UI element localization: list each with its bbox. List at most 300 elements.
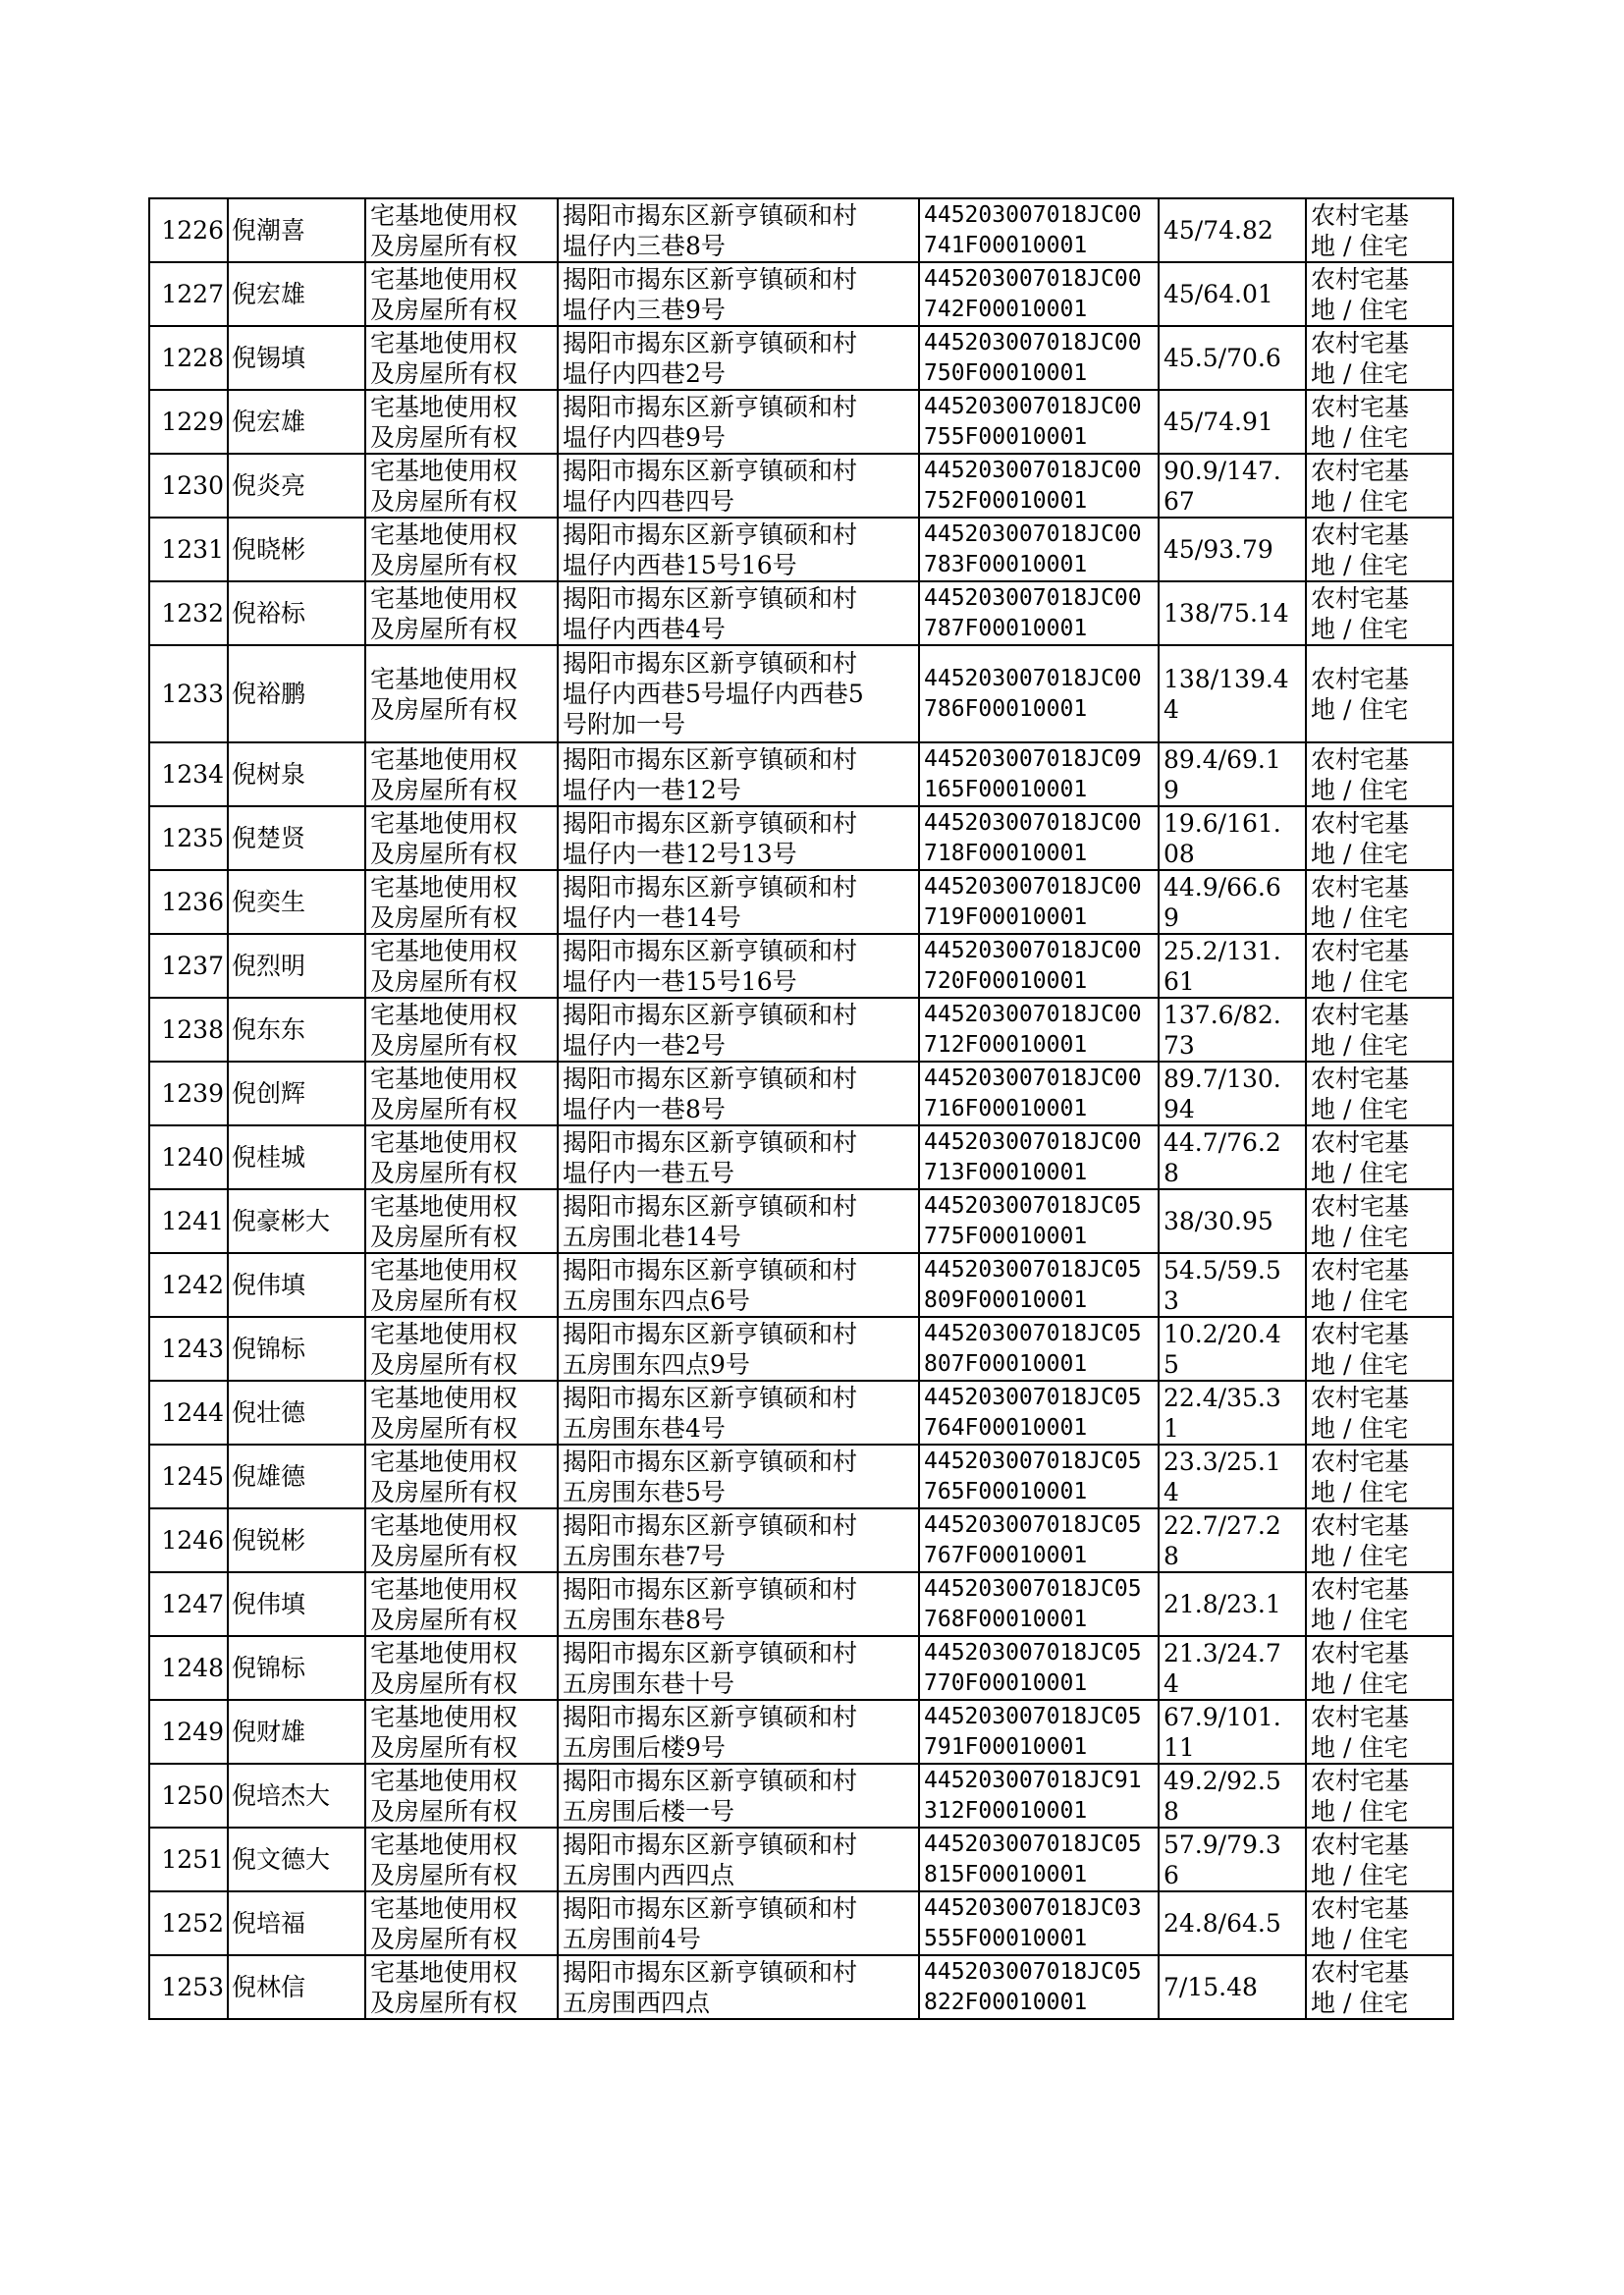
cell-owner-name: 倪炎亮: [228, 454, 365, 518]
cell-right-type: [365, 1636, 558, 1700]
cell-land-use-line: 农村宅基: [1311, 456, 1410, 485]
cell-address-line: 揭阳市揭东区新亨镇硕和村: [563, 1510, 858, 1540]
cell-unit-code-line: 809F00010001: [924, 1286, 1088, 1313]
cell-owner-name: 倪雄德: [228, 1445, 365, 1508]
cell-unit-code-line: 445203007018JC00: [924, 201, 1142, 228]
cell-address: [558, 1636, 919, 1700]
cell-unit-code: [919, 454, 1159, 518]
cell-area: [1159, 1572, 1306, 1636]
cell-address-line: 塭仔内一巷12号13号: [563, 839, 797, 868]
cell-area: [1159, 1381, 1306, 1445]
cell-land-use: [1306, 806, 1453, 870]
cell-address: [558, 198, 919, 262]
cell-unit-code-line: 787F00010001: [924, 615, 1088, 641]
cell-address-line: 揭阳市揭东区新亨镇硕和村: [563, 936, 858, 965]
cell-area-line: 19.6/161.: [1164, 808, 1281, 838]
cell-area-line: 67: [1164, 486, 1195, 516]
table-row: [149, 806, 1453, 870]
table-row: [149, 1700, 1453, 1764]
cell-unit-code-line: 719F00010001: [924, 903, 1088, 930]
cell-unit-code: [919, 1317, 1159, 1381]
cell-unit-code-line: 764F00010001: [924, 1414, 1088, 1441]
cell-area: [1159, 998, 1306, 1062]
cell-address: [558, 1381, 919, 1445]
cell-land-use-line: 农村宅基: [1311, 519, 1410, 549]
cell-land-use-line: 地 / 住宅: [1311, 1541, 1409, 1570]
cell-land-use-line: 地 / 住宅: [1311, 1413, 1409, 1443]
cell-land-use: [1306, 998, 1453, 1062]
cell-area: [1159, 326, 1306, 390]
cell-area-line: 3: [1164, 1285, 1179, 1315]
cell-address: [558, 870, 919, 934]
cell-area-line: 45/93.79: [1164, 535, 1273, 564]
cell-land-use-line: 地 / 住宅: [1311, 966, 1409, 996]
cell-right-type-line: 宅基地使用权: [370, 1574, 518, 1604]
cell-unit-code-line: 755F00010001: [924, 423, 1088, 450]
cell-unit-code: [919, 1381, 1159, 1445]
cell-land-use: [1306, 1445, 1453, 1508]
cell-land-use-line: 农村宅基: [1311, 200, 1410, 230]
cell-land-use-line: 农村宅基: [1311, 1064, 1410, 1093]
cell-right-type-line: 及房屋所有权: [370, 486, 518, 516]
cell-land-use: [1306, 1125, 1453, 1189]
cell-unit-code-line: 752F00010001: [924, 487, 1088, 514]
cell-land-use-line: 农村宅基: [1311, 1574, 1410, 1604]
cell-address-line: 塭仔内西巷15号16号: [563, 550, 797, 579]
cell-address: [558, 1955, 919, 2019]
cell-unit-code-line: 767F00010001: [924, 1542, 1088, 1568]
cell-area-line: 24.8/64.5: [1164, 1909, 1281, 1938]
cell-area-line: 67.9/101.: [1164, 1702, 1281, 1731]
cell-area: [1159, 1955, 1306, 2019]
cell-land-use-line: 地 / 住宅: [1311, 1668, 1409, 1698]
registry-table: [148, 197, 1454, 2020]
cell-area-line: 7/15.48: [1164, 1973, 1258, 2001]
cell-address-line: 五房围北巷14号: [563, 1222, 741, 1251]
cell-address-line: 揭阳市揭东区新亨镇硕和村: [563, 1000, 858, 1029]
cell-address: [558, 1891, 919, 1955]
cell-area-line: 10.2/20.4: [1164, 1319, 1281, 1348]
cell-land-use-line: 农村宅基: [1311, 744, 1410, 774]
cell-address-line: 塭仔内一巷15号16号: [563, 966, 797, 996]
table-row: [149, 326, 1453, 390]
cell-address: [558, 806, 919, 870]
cell-address: [558, 1764, 919, 1828]
cell-owner-name: 倪培杰大: [228, 1764, 365, 1828]
cell-address-line: 揭阳市揭东区新亨镇硕和村: [563, 264, 858, 294]
cell-land-use-line: 农村宅基: [1311, 328, 1410, 357]
cell-area-line: 137.6/82.: [1164, 1000, 1281, 1029]
cell-unit-code: [919, 390, 1159, 454]
cell-right-type-line: 及房屋所有权: [370, 966, 518, 996]
cell-number: 1236: [149, 870, 228, 934]
cell-right-type-line: 及房屋所有权: [370, 1668, 518, 1698]
cell-right-type: [365, 390, 558, 454]
cell-unit-code-line: 445203007018JC00: [924, 520, 1142, 547]
cell-land-use-line: 农村宅基: [1311, 1255, 1410, 1284]
cell-area-line: 22.4/35.3: [1164, 1383, 1281, 1412]
cell-right-type-line: 宅基地使用权: [370, 808, 518, 838]
cell-right-type-line: 宅基地使用权: [370, 328, 518, 357]
cell-right-type: [365, 1955, 558, 2019]
table-row: [149, 1317, 1453, 1381]
cell-owner-name: 倪锦标: [228, 1317, 365, 1381]
cell-number: 1230: [149, 454, 228, 518]
cell-area: [1159, 1891, 1306, 1955]
cell-address-line: 揭阳市揭东区新亨镇硕和村: [563, 1255, 858, 1284]
cell-land-use: [1306, 1636, 1453, 1700]
cell-unit-code: [919, 998, 1159, 1062]
cell-right-type-line: 宅基地使用权: [370, 1319, 518, 1348]
cell-address-line: 揭阳市揭东区新亨镇硕和村: [563, 1319, 858, 1348]
cell-right-type-line: 宅基地使用权: [370, 583, 518, 613]
table-row: [149, 262, 1453, 326]
cell-right-type: [365, 645, 558, 742]
cell-address: [558, 1125, 919, 1189]
cell-right-type-line: 及房屋所有权: [370, 902, 518, 932]
cell-land-use-line: 农村宅基: [1311, 392, 1410, 421]
cell-land-use-line: 地 / 住宅: [1311, 902, 1409, 932]
cell-unit-code: [919, 518, 1159, 581]
cell-land-use: [1306, 1062, 1453, 1125]
cell-area-line: 138/139.4: [1164, 664, 1289, 693]
cell-address-line: 五房围内西四点: [563, 1860, 735, 1889]
cell-unit-code-line: 165F00010001: [924, 776, 1088, 802]
cell-unit-code: [919, 262, 1159, 326]
cell-unit-code: [919, 1764, 1159, 1828]
cell-unit-code: [919, 645, 1159, 742]
cell-owner-name: 倪潮喜: [228, 198, 365, 262]
cell-number: 1231: [149, 518, 228, 581]
cell-number: 1233: [149, 645, 228, 742]
cell-unit-code-line: 768F00010001: [924, 1606, 1088, 1632]
cell-owner-name: 倪桂城: [228, 1125, 365, 1189]
cell-area-line: 8: [1164, 1541, 1179, 1570]
cell-land-use-line: 农村宅基: [1311, 936, 1410, 965]
cell-land-use: [1306, 1700, 1453, 1764]
cell-unit-code-line: 445203007018JC00: [924, 873, 1142, 900]
cell-right-type-line: 及房屋所有权: [370, 295, 518, 324]
cell-unit-code: [919, 1125, 1159, 1189]
cell-address-line: 塭仔内西巷4号: [563, 614, 726, 643]
cell-owner-name: 倪豪彬大: [228, 1189, 365, 1253]
cell-unit-code-line: 713F00010001: [924, 1159, 1088, 1185]
cell-owner-name: 倪树泉: [228, 742, 365, 806]
cell-land-use-line: 农村宅基: [1311, 1191, 1410, 1221]
cell-number: 1228: [149, 326, 228, 390]
cell-address: [558, 1700, 919, 1764]
cell-land-use: [1306, 198, 1453, 262]
cell-address-line: 揭阳市揭东区新亨镇硕和村: [563, 392, 858, 421]
cell-area-line: 21.3/24.7: [1164, 1638, 1281, 1667]
cell-address-line: 揭阳市揭东区新亨镇硕和村: [563, 1064, 858, 1093]
cell-right-type: [365, 1828, 558, 1891]
cell-land-use-line: 地 / 住宅: [1311, 1924, 1409, 1953]
cell-unit-code-line: 775F00010001: [924, 1223, 1088, 1249]
cell-area-line: 5: [1164, 1349, 1179, 1379]
cell-right-type-line: 宅基地使用权: [370, 1510, 518, 1540]
cell-right-type: [365, 742, 558, 806]
cell-area: [1159, 1445, 1306, 1508]
cell-right-type-line: 及房屋所有权: [370, 839, 518, 868]
cell-area: [1159, 390, 1306, 454]
cell-land-use: [1306, 581, 1453, 645]
table-row: [149, 1062, 1453, 1125]
cell-number: 1235: [149, 806, 228, 870]
cell-right-type: [365, 1189, 558, 1253]
cell-unit-code-line: 815F00010001: [924, 1861, 1088, 1887]
cell-right-type: [365, 998, 558, 1062]
cell-address-line: 揭阳市揭东区新亨镇硕和村: [563, 649, 858, 678]
cell-right-type-line: 宅基地使用权: [370, 519, 518, 549]
cell-land-use-line: 地 / 住宅: [1311, 358, 1409, 388]
cell-address-line: 五房围东四点6号: [563, 1285, 750, 1315]
cell-unit-code-line: 712F00010001: [924, 1031, 1088, 1058]
cell-address-line: 揭阳市揭东区新亨镇硕和村: [563, 328, 858, 357]
cell-land-use-line: 农村宅基: [1311, 264, 1410, 294]
cell-land-use-line: 农村宅基: [1311, 1447, 1410, 1476]
cell-land-use-line: 农村宅基: [1311, 1000, 1410, 1029]
cell-address-line: 揭阳市揭东区新亨镇硕和村: [563, 1447, 858, 1476]
cell-area-line: 8: [1164, 1796, 1179, 1826]
cell-land-use-line: 地 / 住宅: [1311, 1222, 1409, 1251]
cell-address: [558, 998, 919, 1062]
cell-land-use-line: 地 / 住宅: [1311, 1796, 1409, 1826]
cell-land-use-line: 地 / 住宅: [1311, 1158, 1409, 1187]
cell-land-use-line: 农村宅基: [1311, 1830, 1410, 1859]
cell-area: [1159, 934, 1306, 998]
cell-address: [558, 518, 919, 581]
cell-owner-name: 倪创辉: [228, 1062, 365, 1125]
cell-unit-code: [919, 1508, 1159, 1572]
cell-area-line: 4: [1164, 1668, 1179, 1698]
cell-right-type-line: 宅基地使用权: [370, 200, 518, 230]
cell-right-type-line: 及房屋所有权: [370, 1860, 518, 1889]
cell-owner-name: 倪林信: [228, 1955, 365, 2019]
cell-address: [558, 1062, 919, 1125]
cell-unit-code-line: 445203007018JC03: [924, 1894, 1142, 1921]
table-row: [149, 742, 1453, 806]
cell-area: [1159, 518, 1306, 581]
cell-number: 1253: [149, 1955, 228, 2019]
cell-area-line: 11: [1164, 1732, 1195, 1762]
cell-right-type: [365, 806, 558, 870]
cell-land-use-line: 地 / 住宅: [1311, 550, 1409, 579]
cell-area-line: 73: [1164, 1030, 1195, 1060]
cell-right-type-line: 及房屋所有权: [370, 1349, 518, 1379]
cell-land-use: [1306, 1253, 1453, 1317]
cell-address-line: 五房围东巷4号: [563, 1413, 726, 1443]
cell-address-line: 塭仔内一巷14号: [563, 902, 741, 932]
cell-land-use-line: 农村宅基: [1311, 1702, 1410, 1731]
cell-right-type: [365, 1891, 558, 1955]
cell-land-use-line: 地 / 住宅: [1311, 1285, 1409, 1315]
cell-address-line: 塭仔内西巷5号塭仔内西巷5: [563, 680, 864, 708]
table-row: [149, 198, 1453, 262]
cell-address-line: 揭阳市揭东区新亨镇硕和村: [563, 1127, 858, 1157]
cell-area-line: 25.2/131.: [1164, 936, 1281, 965]
cell-address-line: 五房围前4号: [563, 1924, 701, 1953]
cell-unit-code-line: 445203007018JC09: [924, 745, 1142, 772]
cell-land-use: [1306, 870, 1453, 934]
cell-land-use-line: 农村宅基: [1311, 1893, 1410, 1923]
cell-number: 1229: [149, 390, 228, 454]
cell-unit-code-line: 783F00010001: [924, 551, 1088, 577]
cell-right-type-line: 及房屋所有权: [370, 614, 518, 643]
cell-address-line: 揭阳市揭东区新亨镇硕和村: [563, 1191, 858, 1221]
cell-area-line: 38/30.95: [1164, 1207, 1273, 1235]
cell-owner-name: 倪锡填: [228, 326, 365, 390]
cell-unit-code-line: 445203007018JC00: [924, 584, 1142, 611]
cell-area: [1159, 262, 1306, 326]
cell-land-use-line: 地 / 住宅: [1311, 1030, 1409, 1060]
cell-area: [1159, 1062, 1306, 1125]
cell-right-type-line: 及房屋所有权: [370, 1094, 518, 1123]
cell-unit-code-line: 445203007018JC00: [924, 457, 1142, 483]
cell-area-line: 4: [1164, 694, 1179, 724]
cell-owner-name: 倪裕标: [228, 581, 365, 645]
table-row: [149, 581, 1453, 645]
cell-owner-name: 倪锦标: [228, 1636, 365, 1700]
cell-area: [1159, 1253, 1306, 1317]
cell-area: [1159, 645, 1306, 742]
cell-right-type-line: 及房屋所有权: [370, 1413, 518, 1443]
cell-unit-code-line: 741F00010001: [924, 232, 1088, 258]
cell-unit-code-line: 445203007018JC05: [924, 1384, 1142, 1410]
cell-number: 1238: [149, 998, 228, 1062]
cell-number: 1245: [149, 1445, 228, 1508]
cell-land-use-line: 地 / 住宅: [1311, 1477, 1409, 1506]
cell-right-type-line: 及房屋所有权: [370, 550, 518, 579]
cell-address-line: 揭阳市揭东区新亨镇硕和村: [563, 1893, 858, 1923]
cell-right-type-line: 宅基地使用权: [370, 1000, 518, 1029]
cell-right-type-line: 宅基地使用权: [370, 264, 518, 294]
cell-right-type-line: 及房屋所有权: [370, 1732, 518, 1762]
cell-land-use-line: 地 / 住宅: [1311, 295, 1409, 324]
cell-number: 1243: [149, 1317, 228, 1381]
cell-number: 1239: [149, 1062, 228, 1125]
cell-address-line: 塭仔内三巷8号: [563, 231, 726, 260]
cell-right-type: [365, 198, 558, 262]
cell-right-type: [365, 1253, 558, 1317]
cell-unit-code-line: 445203007018JC05: [924, 1958, 1142, 1985]
cell-area: [1159, 1700, 1306, 1764]
cell-land-use-line: 农村宅基: [1311, 1127, 1410, 1157]
cell-unit-code: [919, 934, 1159, 998]
cell-unit-code-line: 750F00010001: [924, 359, 1088, 386]
cell-land-use-line: 地 / 住宅: [1311, 486, 1409, 516]
cell-address-line: 五房围西四点: [563, 1988, 711, 2017]
cell-address-line: 揭阳市揭东区新亨镇硕和村: [563, 872, 858, 902]
cell-area: [1159, 1828, 1306, 1891]
cell-right-type-line: 宅基地使用权: [370, 1766, 518, 1795]
cell-unit-code-line: 445203007018JC00: [924, 1065, 1142, 1091]
cell-land-use: [1306, 326, 1453, 390]
cell-owner-name: 倪锐彬: [228, 1508, 365, 1572]
cell-owner-name: 倪伟填: [228, 1253, 365, 1317]
cell-unit-code: [919, 1636, 1159, 1700]
cell-number: 1234: [149, 742, 228, 806]
cell-unit-code-line: 807F00010001: [924, 1350, 1088, 1377]
cell-area: [1159, 454, 1306, 518]
cell-right-type-line: 宅基地使用权: [370, 456, 518, 485]
cell-address: [558, 326, 919, 390]
cell-right-type: [365, 1125, 558, 1189]
cell-owner-name: 倪裕鹏: [228, 645, 365, 742]
cell-address-line: 揭阳市揭东区新亨镇硕和村: [563, 583, 858, 613]
cell-owner-name: 倪宏雄: [228, 390, 365, 454]
cell-number: 1246: [149, 1508, 228, 1572]
cell-area-line: 89.4/69.1: [1164, 744, 1281, 774]
cell-unit-code: [919, 1062, 1159, 1125]
cell-area-line: 44.7/76.2: [1164, 1127, 1281, 1157]
cell-number: 1226: [149, 198, 228, 262]
cell-right-type: [365, 1764, 558, 1828]
cell-address-line: 揭阳市揭东区新亨镇硕和村: [563, 200, 858, 230]
table-row: [149, 1955, 1453, 2019]
cell-right-type-line: 宅基地使用权: [370, 1191, 518, 1221]
cell-address-line: 揭阳市揭东区新亨镇硕和村: [563, 1574, 858, 1604]
cell-unit-code-line: 555F00010001: [924, 1925, 1088, 1951]
cell-number: 1248: [149, 1636, 228, 1700]
cell-unit-code-line: 786F00010001: [924, 695, 1088, 722]
cell-area: [1159, 1508, 1306, 1572]
cell-right-type: [365, 1572, 558, 1636]
cell-land-use-line: 地 / 住宅: [1311, 1094, 1409, 1123]
cell-land-use-line: 地 / 住宅: [1311, 422, 1409, 452]
cell-area: [1159, 1317, 1306, 1381]
cell-address-line: 塭仔内四巷四号: [563, 486, 735, 516]
cell-area-line: 138/75.14: [1164, 599, 1289, 628]
cell-right-type-line: 及房屋所有权: [370, 358, 518, 388]
cell-area-line: 45/64.01: [1164, 280, 1273, 308]
cell-unit-code-line: 445203007018JC00: [924, 265, 1142, 292]
cell-unit-code-line: 445203007018JC00: [924, 1128, 1142, 1155]
cell-land-use: [1306, 1508, 1453, 1572]
cell-land-use-line: 地 / 住宅: [1311, 1860, 1409, 1889]
cell-address-line: 揭阳市揭东区新亨镇硕和村: [563, 1638, 858, 1667]
cell-right-type: [365, 262, 558, 326]
cell-right-type-line: 宅基地使用权: [370, 1957, 518, 1987]
table-row: [149, 454, 1453, 518]
cell-address: [558, 1572, 919, 1636]
cell-unit-code: [919, 1700, 1159, 1764]
cell-area-line: 9: [1164, 902, 1179, 932]
cell-address-line: 号附加一号: [563, 710, 686, 738]
cell-area-line: 1: [1164, 1413, 1179, 1443]
cell-address-line: 揭阳市揭东区新亨镇硕和村: [563, 1957, 858, 1987]
cell-right-type-line: 宅基地使用权: [370, 744, 518, 774]
cell-land-use-line: 农村宅基: [1311, 583, 1410, 613]
cell-right-type-line: 及房屋所有权: [370, 694, 518, 724]
cell-right-type-line: 宅基地使用权: [370, 872, 518, 902]
table-row: [149, 1445, 1453, 1508]
cell-land-use-line: 农村宅基: [1311, 664, 1410, 693]
cell-unit-code: [919, 806, 1159, 870]
cell-address: [558, 1445, 919, 1508]
cell-unit-code-line: 445203007018JC00: [924, 329, 1142, 355]
cell-unit-code-line: 445203007018JC05: [924, 1575, 1142, 1602]
cell-address: [558, 454, 919, 518]
cell-unit-code-line: 445203007018JC00: [924, 937, 1142, 963]
cell-address: [558, 934, 919, 998]
cell-area: [1159, 806, 1306, 870]
cell-number: 1244: [149, 1381, 228, 1445]
cell-right-type-line: 及房屋所有权: [370, 1285, 518, 1315]
cell-right-type-line: 及房屋所有权: [370, 1541, 518, 1570]
cell-unit-code: [919, 581, 1159, 645]
cell-land-use-line: 农村宅基: [1311, 1957, 1410, 1987]
